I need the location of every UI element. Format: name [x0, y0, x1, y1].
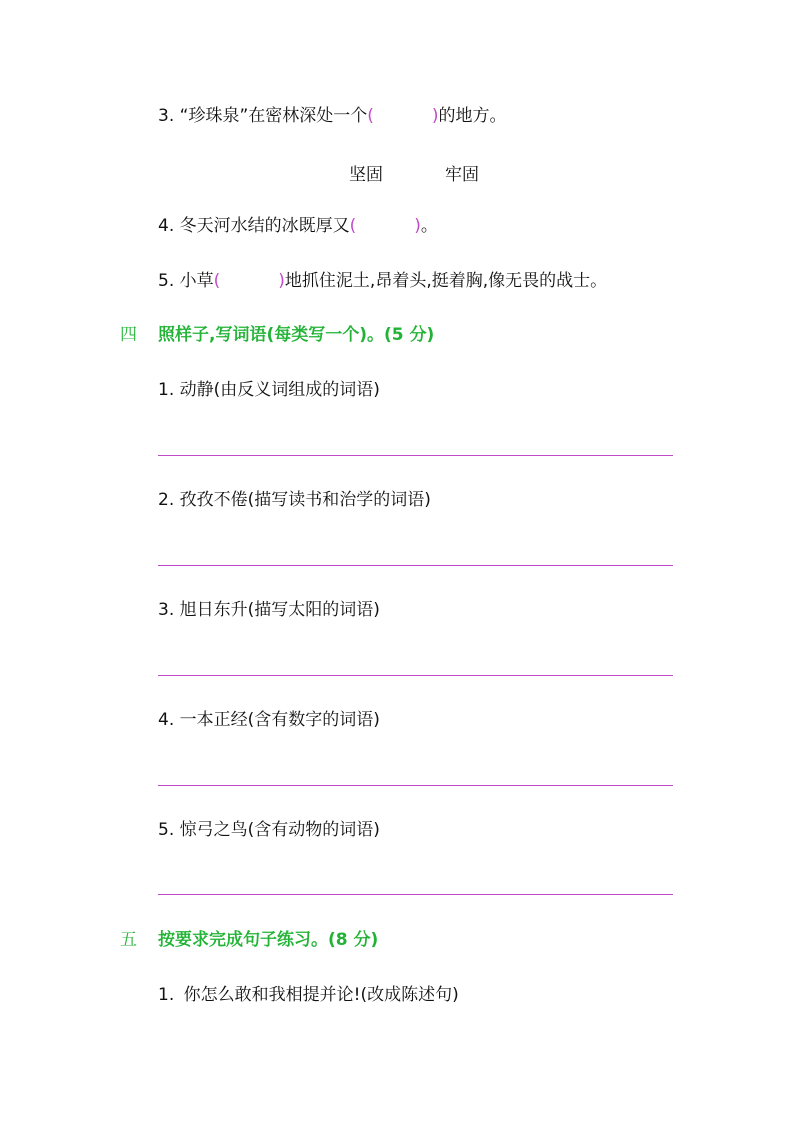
- word-option-2: 牢固: [445, 165, 479, 185]
- blank-close-paren: ): [431, 106, 439, 126]
- answer-line[interactable]: [158, 565, 673, 566]
- section4-item-2: [158, 489, 431, 511]
- item-text: 旭日东升(描写太阳的词语): [179, 600, 380, 620]
- answer-line[interactable]: [158, 894, 673, 895]
- question-text-end: 地抓住泥土,昂着头,挺着胸,像无畏的战士。: [284, 271, 608, 291]
- section4-item-3: [158, 599, 380, 621]
- section-title: 按要求完成句子练习。(8 分): [158, 930, 379, 950]
- blank-open-paren: (: [349, 216, 357, 236]
- question-number: 3.: [158, 106, 175, 126]
- answer-line[interactable]: [158, 455, 673, 456]
- question-number: 4.: [158, 216, 175, 236]
- item-number: 5.: [158, 820, 175, 840]
- section-number: 四: [120, 325, 137, 345]
- item-text: 动静(由反义词组成的词语): [179, 380, 380, 400]
- section4-item-4: [158, 709, 380, 731]
- item-number: 1.: [158, 985, 175, 1005]
- section-number: 五: [120, 930, 137, 950]
- item-text: 一本正经(含有数字的词语): [179, 710, 380, 730]
- item-number: 1.: [158, 380, 175, 400]
- question-text: 小草: [179, 271, 214, 291]
- section5-item-1: [158, 984, 459, 1006]
- question-5: [158, 270, 607, 292]
- item-number: 4.: [158, 710, 175, 730]
- question-3: [158, 105, 507, 127]
- section-title: 照样子,写词语(每类写一个)。(5 分): [158, 325, 435, 345]
- blank-open-paren: (: [213, 271, 221, 291]
- item-number: 3.: [158, 600, 175, 620]
- item-text: 你怎么敢和我相提并论!(改成陈述句): [183, 985, 459, 1005]
- section-heading-5: [120, 929, 378, 951]
- question-text: “珍珠泉”在密林深处一个: [179, 106, 368, 126]
- blank-open-paren: (: [367, 106, 374, 126]
- question-text-end: 。: [420, 216, 438, 236]
- section4-item-1: [158, 379, 380, 401]
- question-text: 冬天河水结的冰既厚又: [179, 216, 350, 236]
- blank-close-paren: ): [278, 271, 285, 291]
- blank-close-paren: ): [414, 216, 421, 236]
- section-heading-4: [120, 324, 434, 346]
- question-number: 5.: [158, 271, 175, 291]
- item-text: 惊弓之鸟(含有动物的词语): [179, 820, 380, 840]
- answer-line[interactable]: [158, 675, 673, 676]
- question-text-end: 的地方。: [438, 106, 507, 126]
- section4-item-5: [158, 819, 380, 841]
- word-option-1: 坚固: [349, 165, 383, 185]
- question-4: [158, 215, 438, 237]
- item-number: 2.: [158, 490, 175, 510]
- answer-line[interactable]: [158, 785, 673, 786]
- item-text: 孜孜不倦(描写读书和治学的词语): [179, 490, 431, 510]
